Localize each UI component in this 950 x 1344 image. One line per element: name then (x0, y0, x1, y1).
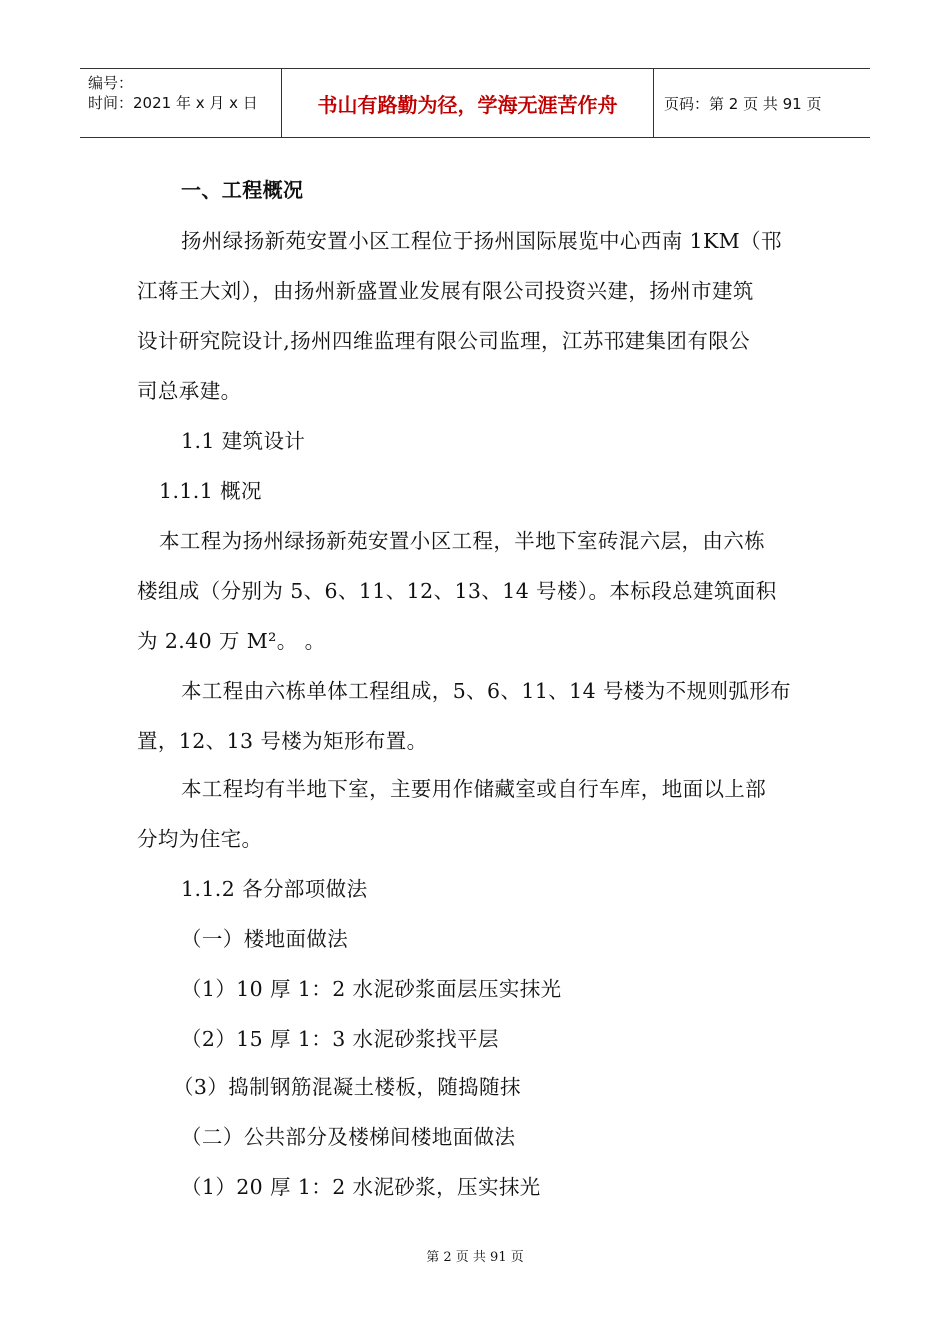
subsection-title: 1.1.2 各分部项做法 (181, 877, 368, 901)
header-page-label: 页码：第 2 页 共 91 页 (664, 94, 822, 113)
subsection-title: 1.1.1 概况 (159, 479, 262, 503)
paragraph-line: 楼组成（分别为 5、6、11、12、13、14 号楼）。本标段总建筑面积 (137, 579, 777, 603)
page-footer: 第 2 页 共 91 页 (426, 1250, 524, 1265)
paragraph-line: 本工程均有半地下室，主要用作储藏室或自行车库，地面以上部 (181, 777, 767, 801)
paragraph-line: 司总承建。 (137, 379, 242, 403)
section-title: 一、工程概况 (181, 178, 304, 202)
number-label: 编号： (88, 74, 134, 92)
paragraph-line: 江蒋王大刘），由扬州新盛置业发展有限公司投资兴建，扬州市建筑 (137, 279, 754, 303)
paragraph-line: 分均为住宅。 (137, 827, 263, 851)
list-item: （1）20 厚 1：2 水泥砂浆，压实抹光 (181, 1175, 541, 1199)
paragraph-line: 本工程由六栋单体工程组成，5、6、11、14 号楼为不规则弧形布 (181, 679, 792, 703)
list-heading: （一）楼地面做法 (181, 927, 349, 951)
paragraph-line: 本工程为扬州绿扬新苑安置小区工程，半地下室砖混六层，由六栋 (159, 529, 766, 553)
list-item: （1）10 厚 1：2 水泥砂浆面层压实抹光 (181, 977, 562, 1001)
list-item: （3）捣制钢筋混凝土楼板，随捣随抹 (173, 1075, 521, 1099)
subsection-title: 1.1 建筑设计 (181, 429, 306, 453)
paragraph-line: 置，12、13 号楼为矩形布置。 (137, 729, 428, 753)
page-header (80, 68, 870, 138)
paragraph-line: 设计研究院设计,扬州四维监理有限公司监理，江苏邗建集团有限公 (137, 329, 751, 353)
time-label: 时间：2021 年 x 月 x 日 (88, 94, 258, 112)
header-meta (80, 69, 282, 137)
paragraph-line: 扬州绿扬新苑安置小区工程位于扬州国际展览中心西南 1KM（邗 (181, 229, 782, 253)
paragraph-line: 为 2.40 万 M²。 。 (137, 629, 326, 653)
header-motto: 书山有路勤为径，学海无涯苦作舟 (282, 69, 654, 137)
list-item: （2）15 厚 1：3 水泥砂浆找平层 (181, 1027, 499, 1051)
list-heading: （二）公共部分及楼梯间楼地面做法 (181, 1125, 516, 1149)
